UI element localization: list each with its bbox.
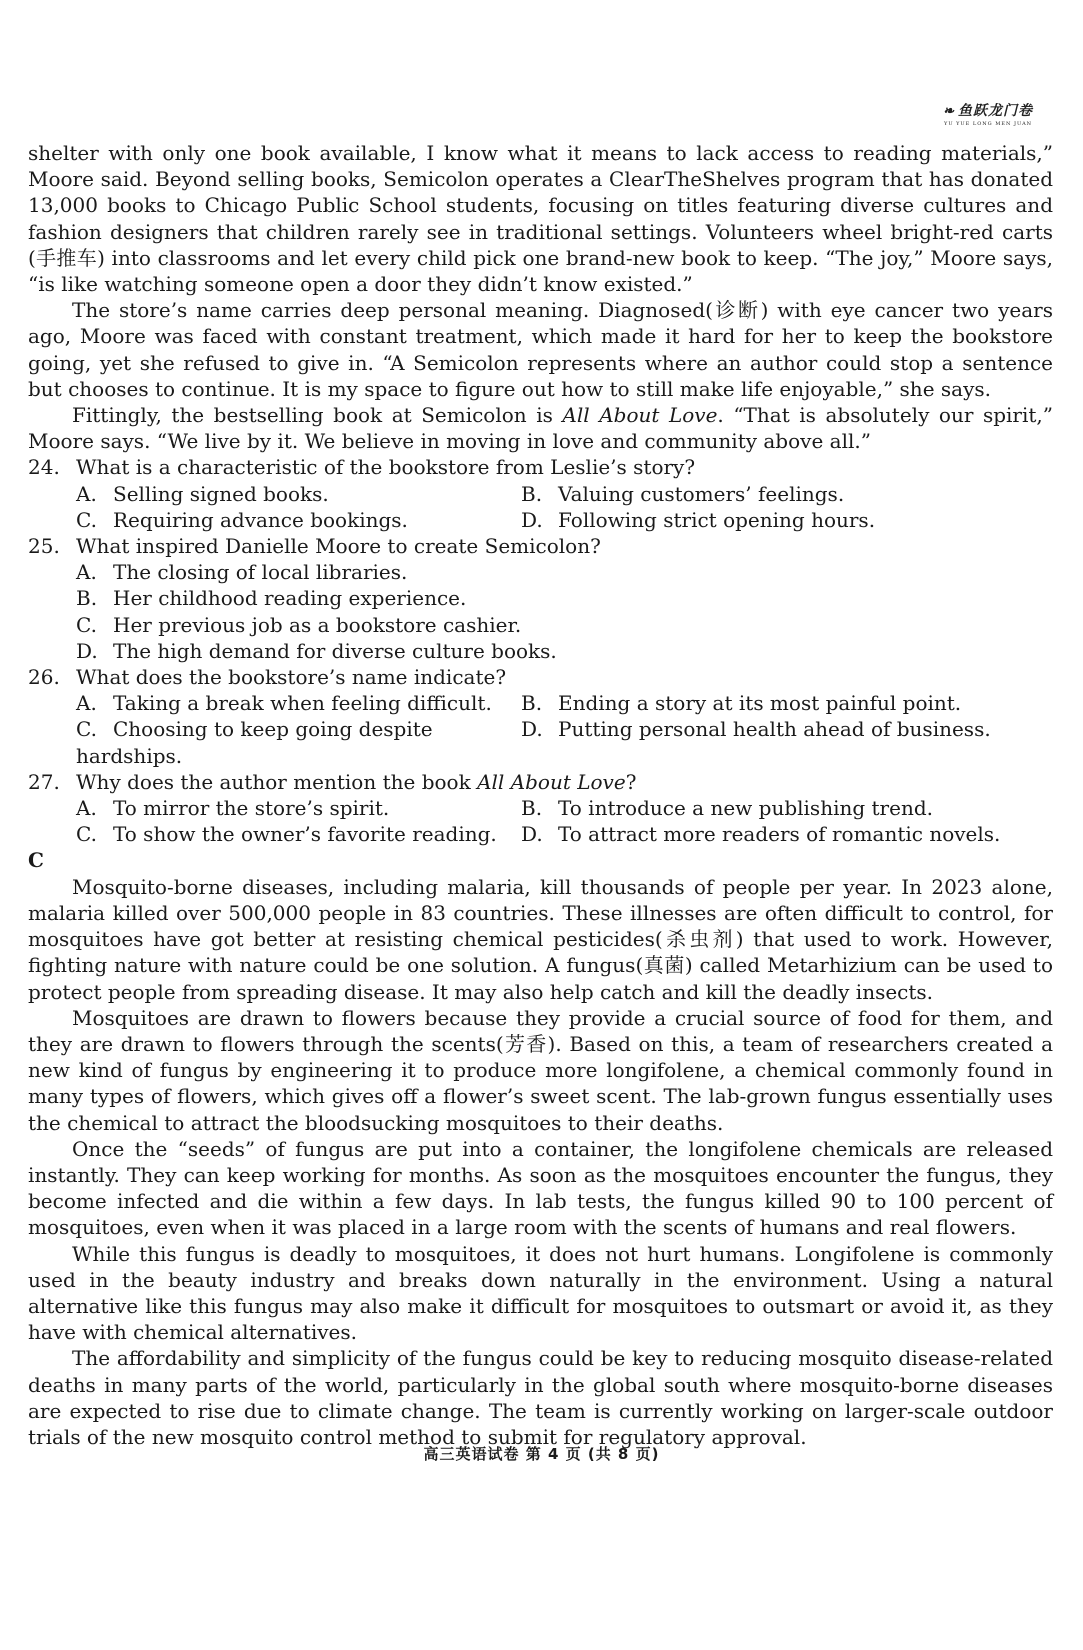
option-d[interactable]: D. Following strict opening hours. bbox=[521, 507, 876, 532]
book-title: All About Love bbox=[562, 403, 718, 428]
question-stem: What is a characteristic of the bookstore from Leslie’s story? bbox=[76, 455, 696, 480]
passage-c-paragraph-3: Once the “seeds” of fungus are put into a container, the longifolene chemicals are released instantly. They can keep working for months. As soon as the mosquitoes encounter the fungus, they become infected and die within a few days. In lab tests, the fungus killed 90 to 100 percent of mosquitoes, even when it was placed in a large room with the scents of humans and real flowers. bbox=[28, 1136, 1053, 1240]
p3-before: Fittingly, the bestselling book at Semicolon is bbox=[72, 403, 563, 428]
option-b[interactable]: B. Ending a story at its most painful point. bbox=[521, 691, 962, 716]
option-a[interactable]: A. The closing of local libraries. bbox=[76, 560, 408, 585]
option-b[interactable]: B. Her childhood reading experience. bbox=[76, 586, 467, 611]
option-c[interactable]: C. Requiring advance bookings. bbox=[76, 507, 408, 532]
passage-c-paragraph-4: While this fungus is deadly to mosquitoes, it does not hurt humans. Longifolene is commonly used in the beauty industry and breaks down naturally in the environment. Using a natural alternative like this fungus may also make it difficult for mosquitoes to outsmart or avoid it, as they have with chemical alternatives. bbox=[28, 1241, 1053, 1345]
option-a[interactable]: A. Taking a break when feeling difficult. bbox=[76, 691, 492, 716]
page-content bbox=[28, 140, 1053, 1450]
question-26 bbox=[28, 664, 1053, 769]
question-number: 27. bbox=[28, 769, 60, 794]
question-25 bbox=[28, 533, 1053, 664]
passage-c-paragraph-5: The affordability and simplicity of the fungus could be key to reducing mosquito disease-related deaths in many parts of the world, particularly in the global south where mosquito-borne diseases are expected to rise due to climate change. The team is currently working on larger-scale outdoor trials of the new mosquito control method to submit for regulatory approval. bbox=[28, 1346, 1053, 1449]
question-24 bbox=[28, 454, 1053, 533]
question-number: 26. bbox=[28, 665, 60, 690]
question-stem: What does the bookstore’s name indicate? bbox=[76, 665, 507, 690]
passage-b-paragraph-3 bbox=[28, 402, 1053, 454]
option-a[interactable]: A. To mirror the store’s spirit. bbox=[76, 796, 390, 821]
option-b[interactable]: B. Valuing customers’ feelings. bbox=[521, 481, 845, 506]
logo-subtitle: YU YUE LONG MEN JUAN bbox=[944, 121, 1033, 127]
question-number: 25. bbox=[28, 534, 60, 559]
passage-b-paragraph-2: The store’s name carries deep personal meaning. Diagnosed(诊断) with eye cancer two years ago, Moore was faced with constant treatment, which made it hard for her to keep the bookstore going, yet she refused to give in. “A Semicolon represents where an author could stop a sentence but chooses to continue. It is my space to figure out how to still make life enjoyable,” she says. bbox=[28, 298, 1053, 401]
passage-c-paragraph-2: Mosquitoes are drawn to flowers because they provide a crucial source of food for them, and they are drawn to flowers through the scents(芳香). Based on this, a team of researchers created a new kind of fungus by engineering it to produce more longifolene, a chemical commonly found in many types of flowers, which gives off a flower’s sweet scent. The lab-grown fungus essentially uses the chemical to attract the bloodsucking mosquitoes to their deaths. bbox=[28, 1005, 1053, 1135]
option-d[interactable]: D. To attract more readers of romantic novels. bbox=[521, 822, 1001, 847]
question-stem: Why does the author mention the book All About Love? bbox=[76, 769, 637, 794]
option-c[interactable]: C. To show the owner’s favorite reading. bbox=[76, 822, 497, 847]
option-c[interactable]: C. Choosing to keep going despite hardships. bbox=[76, 717, 433, 768]
section-heading-c: C bbox=[28, 848, 44, 873]
publisher-logo bbox=[943, 100, 1033, 127]
question-number: 24. bbox=[28, 455, 60, 480]
option-d[interactable]: D. Putting personal health ahead of business. bbox=[521, 717, 991, 742]
logo-title: ❧ 鱼跃龙门卷 bbox=[943, 100, 1033, 120]
option-d[interactable]: D. The high demand for diverse culture books. bbox=[76, 638, 557, 663]
option-a[interactable]: A. Selling signed books. bbox=[76, 481, 329, 506]
option-b[interactable]: B. To introduce a new publishing trend. bbox=[521, 796, 933, 821]
passage-b-paragraph-1: shelter with only one book available, I know what it means to lack access to reading materials,” Moore said. Beyond selling books, Semicolon operates a ClearTheShelves program that has donated 13,000 books to Chicago Public School students, focusing on titles featuring diverse cultures and fashion designers that children rarely see in traditional settings. Volunteers wheel bright-red carts (手推车) into classrooms and let every child pick one brand-new book to keep. “The joy,” Moore says, “is like watching someone open a door they didn’t know existed.” bbox=[28, 141, 1053, 297]
option-c[interactable]: C. Her previous job as a bookstore cashier. bbox=[76, 612, 522, 637]
passage-c-paragraph-1: Mosquito-borne diseases, including malaria, kill thousands of people per year. In 2023 alone, malaria killed over 500,000 people in 83 countries. These illnesses are often difficult to control, for mosquitoes have got better at resisting chemical pesticides(杀虫剂) that used to work. However, fighting nature with nature could be one solution. A fungus(真菌) called Metarhizium can be used to protect people from spreading disease. It may also help catch and kill the deadly insects. bbox=[28, 874, 1053, 1004]
p3-after: . “That is absolutely our spirit,” Moore says. “We live by it. We believe in moving in love and community above all.” bbox=[28, 403, 1053, 454]
question-stem: What inspired Danielle Moore to create Semicolon? bbox=[76, 534, 601, 559]
page-footer: 高三英语试卷 第 4 页 (共 8 页) bbox=[423, 1445, 660, 1463]
question-27 bbox=[28, 769, 1053, 848]
